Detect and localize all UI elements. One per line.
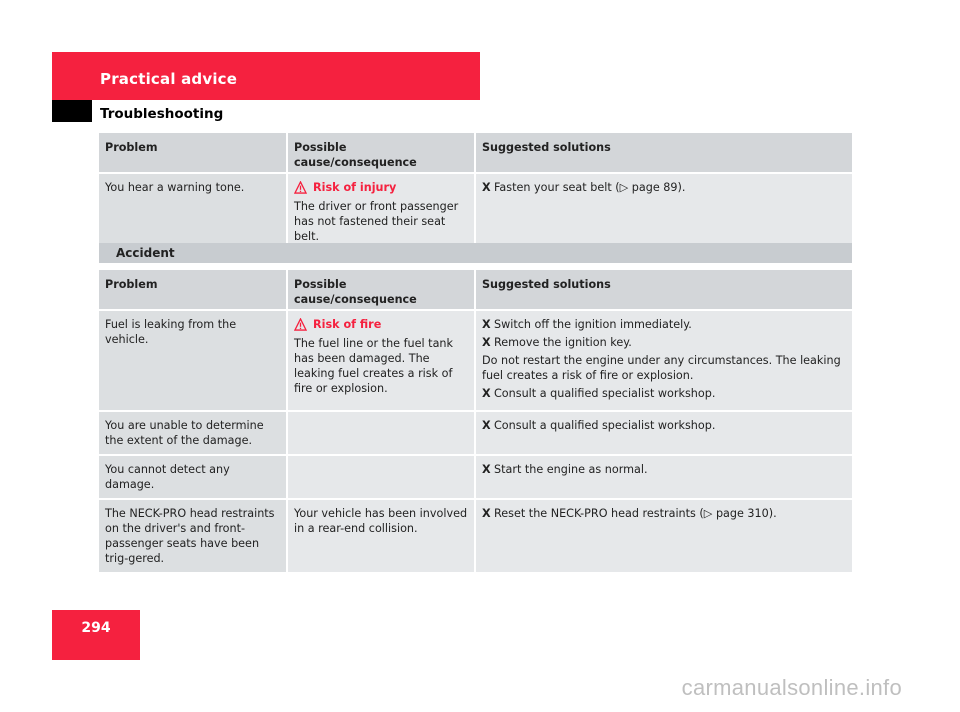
table-row	[99, 310, 852, 411]
table-row	[99, 455, 852, 499]
table-row	[99, 173, 852, 250]
column-header: Problem	[99, 270, 287, 310]
column-header: Suggested solutions	[475, 133, 852, 173]
solution-text: Switch off the ignition immediately.	[494, 318, 692, 331]
accident-title: Accident	[116, 246, 175, 260]
solution-text: Reset the NECK-PRO head restraints (▷ page 310).	[494, 507, 777, 520]
table-row	[99, 499, 852, 572]
risk-warning	[294, 317, 468, 332]
warning-triangle-icon	[294, 181, 307, 194]
section-title: Practical advice	[100, 70, 238, 88]
subsection-marker	[52, 100, 92, 122]
column-header: Possible cause/consequence	[287, 270, 475, 310]
cause-text: The fuel line or the fuel tank has been damaged. The leaking fuel creates a risk of fire or explosion.	[294, 337, 453, 395]
bullet-icon: X	[482, 181, 491, 194]
column-header: Suggested solutions	[475, 270, 852, 310]
cause-cell	[287, 310, 475, 411]
bullet-icon: X	[482, 318, 491, 331]
column-header: Problem	[99, 133, 287, 173]
solution-item	[482, 335, 846, 350]
troubleshooting-table-1	[99, 133, 852, 250]
table-header-row	[99, 270, 852, 310]
risk-warning	[294, 180, 468, 195]
problem-cell: You cannot detect any damage.	[99, 455, 287, 499]
cause-text: The driver or front passenger has not fastened their seat belt.	[294, 200, 459, 243]
column-header: Possible cause/consequence	[287, 133, 475, 173]
risk-title: Risk of fire	[313, 318, 382, 331]
solution-item	[482, 386, 846, 401]
cause-cell	[287, 411, 475, 455]
solution-text: Remove the ignition key.	[494, 336, 632, 349]
page-number: 294	[81, 620, 111, 636]
solution-item	[482, 506, 846, 521]
solution-cell	[475, 499, 852, 572]
risk-title: Risk of injury	[313, 181, 397, 194]
table-row	[99, 411, 852, 455]
accident-section-bar	[99, 243, 852, 263]
solution-item	[482, 180, 846, 195]
solution-item	[482, 418, 846, 433]
accident-table	[99, 270, 852, 572]
solution-text: Start the engine as normal.	[494, 463, 648, 476]
bullet-icon: X	[482, 507, 491, 520]
warning-triangle-icon	[294, 318, 307, 331]
problem-cell: You hear a warning tone.	[99, 173, 287, 250]
problem-cell: You are unable to determine the extent of the damage.	[99, 411, 287, 455]
problem-cell: Fuel is leaking from the vehicle.	[99, 310, 287, 411]
bullet-icon: X	[482, 336, 491, 349]
bullet-icon: X	[482, 463, 491, 476]
solution-text: Consult a qualified specialist workshop.	[494, 419, 716, 432]
solution-text: Consult a qualified specialist workshop.	[494, 387, 716, 400]
table-header-row	[99, 133, 852, 173]
solution-cell	[475, 455, 852, 499]
solution-cell	[475, 310, 852, 411]
bullet-icon: X	[482, 419, 491, 432]
problem-cell: The NECK-PRO head restraints on the driver's and front-passenger seats have been trig-gered.	[99, 499, 287, 572]
subsection-title: Troubleshooting	[100, 106, 224, 122]
watermark: carmanualsonline.info	[681, 675, 902, 700]
solution-cell	[475, 173, 852, 250]
solution-item	[482, 317, 846, 332]
solution-note: Do not restart the engine under any circumstances. The leaking fuel creates a risk of fire or explosion.	[482, 354, 841, 382]
solution-text: Fasten your seat belt (▷ page 89).	[494, 181, 686, 194]
solution-cell	[475, 411, 852, 455]
cause-cell: Your vehicle has been involved in a rear-end collision.	[287, 499, 475, 572]
cause-cell	[287, 455, 475, 499]
solution-item	[482, 462, 846, 477]
bullet-icon: X	[482, 387, 491, 400]
cause-cell	[287, 173, 475, 250]
